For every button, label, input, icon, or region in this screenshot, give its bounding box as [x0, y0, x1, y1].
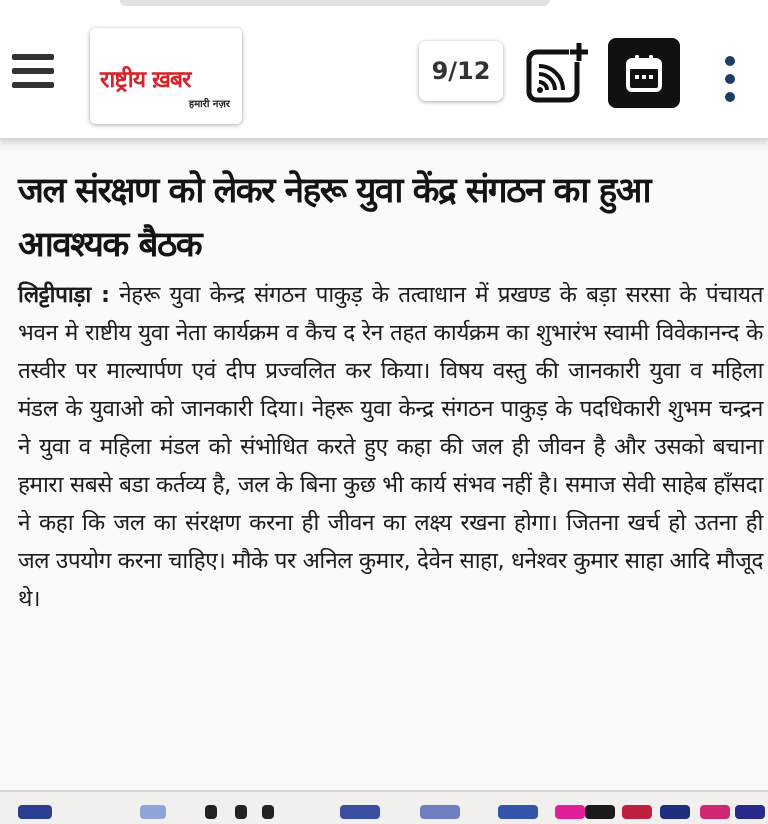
site-logo[interactable]: [90, 28, 242, 124]
article-body: [18, 276, 763, 618]
tab-handle: [120, 0, 550, 6]
hamburger-menu-icon[interactable]: [12, 54, 54, 88]
article-body-text: नेहरू युवा केन्द्र संगठन पाकुड़ के तत्वाधान में प्रखण्ड के बड़ा सरसा के पंचायत भवन मे राष्टीय युवा नेता कार्यक्रम व कैच द रेन तहत कार्यक्रम का शुभारंभ स्वामी विवेकानन्द के तस्वीर पर माल्यार्पण एवं दीप प्रज्वलित कर किया। विषय वस्तु की जानकारी युवा व महिला मंडल के युवाओ को जानकारी दिया। नेहरू युवा केन्द्र संगठन पाकुड़ के पदधिकारी शुभम चन्द्रन ने युवा व महिला मंडल को संभोधित करते हुए कहा की जल ही जीवन है और उसको बचाना हमारा सबसे बडा कर्तव्य है, जल के बिना कुछ भी कार्य संभव नहीं है। समाज सेवी साहेब हाँसदा ने कहा कि जल का संरक्षण करना ही जीवन का लक्ष्य रखना होगा। जितना खर्च हो उतना ही जल उपयोग करना चाहिए। मौके पर अनिल कुमार, देवेन साहा, धनेश्वर कुमार साहा आदि मौजूद थे।: [18, 282, 763, 612]
article-headline: जल संरक्षण को लेकर नेहरू युवा केंद्र संगठन का हुआ आवश्यक बैठक: [18, 171, 651, 265]
print-color-bar: [0, 790, 768, 824]
status-strip: [0, 0, 768, 18]
article-clipping: [0, 150, 768, 790]
app-toolbar: [0, 18, 768, 140]
more-vertical-icon[interactable]: [718, 56, 742, 102]
article-dateline: लिट्टीपाड़ा :: [18, 282, 110, 308]
calendar-icon[interactable]: [608, 38, 680, 108]
rss-feed-add-icon[interactable]: [525, 40, 591, 104]
logo-name: राष्ट्रीय ख़बर: [100, 67, 191, 93]
logo-tagline: हमारी नज़र: [188, 99, 230, 110]
page-indicator[interactable]: 9/12: [419, 41, 503, 101]
